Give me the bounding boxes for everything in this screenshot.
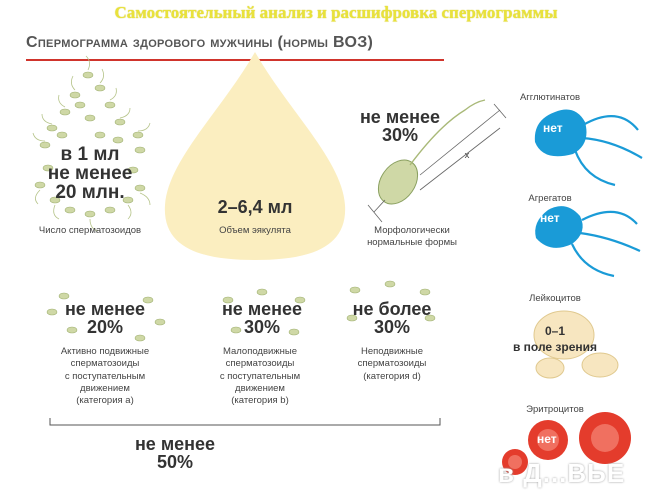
- motility-d-line1: не более: [352, 299, 432, 319]
- count-value: [38, 145, 142, 202]
- motility-d-caption: Неподвижные сперматозоиды (категория d): [357, 346, 427, 382]
- count-line3: 20 млн.: [55, 182, 125, 203]
- erythrocytes-value: нет: [537, 432, 557, 446]
- watermark: в Д...ВЬЕ: [498, 458, 626, 488]
- count-line2: не менее: [47, 163, 133, 184]
- motility-b-caption: Малоподвижные сперматозоиды с поступательным движением (категория b): [219, 346, 301, 407]
- morphology-caption2: нормальные формы: [367, 237, 457, 249]
- morphology-value: [355, 108, 445, 144]
- motility-total-value: [125, 435, 225, 471]
- agglutination-label: Агглютинатов: [519, 92, 581, 103]
- motility-d-line2: 30%: [373, 317, 411, 337]
- count-line1: в 1 мл: [60, 144, 120, 165]
- volume-caption: Объем эякулята: [219, 225, 291, 236]
- motility-a-line1: не менее: [64, 299, 146, 319]
- motility-total-line2: 50%: [156, 452, 194, 472]
- axis-x-label: x: [464, 150, 470, 161]
- motility-b-line1: не менее: [221, 299, 303, 319]
- motility-d-value: [342, 300, 442, 336]
- aggregation-label: Агрегатов: [528, 193, 572, 204]
- erythrocytes-label: Эритроцитов: [526, 404, 584, 415]
- morphology-line2: 30%: [381, 125, 419, 145]
- motility-total-line1: не менее: [134, 434, 216, 454]
- leukocytes-line2: в поле зрения: [512, 340, 598, 354]
- volume-value: 2–6,4 мл: [217, 197, 293, 217]
- agglutination-value: нет: [543, 121, 563, 135]
- aggregation-value: нет: [540, 211, 560, 225]
- morphology-caption1: Морфологически: [374, 225, 450, 236]
- motility-a-caption: Активно подвижные сперматозоиды с поступательным движением (категория a): [60, 346, 150, 407]
- morphology-line1: не менее: [359, 107, 441, 127]
- morphology-caption: [352, 225, 472, 250]
- motility-a-line2: 20%: [86, 317, 124, 337]
- page-title: Самостоятельный анализ и расшифровка спермограммы: [114, 3, 558, 22]
- count-caption: Число сперматозоидов: [38, 225, 142, 236]
- motility-b-line2: 30%: [243, 317, 281, 337]
- motility-a-value: [55, 300, 155, 336]
- motility-bracket: [50, 418, 440, 425]
- leukocytes-label: Лейкоцитов: [529, 293, 581, 304]
- section-heading: Спермограмма здорового мужчины (нормы ВОЗ): [26, 34, 374, 51]
- motility-b-value: [212, 300, 312, 336]
- leukocytes-line1: 0–1: [544, 324, 566, 338]
- leukocytes-value: [500, 325, 610, 353]
